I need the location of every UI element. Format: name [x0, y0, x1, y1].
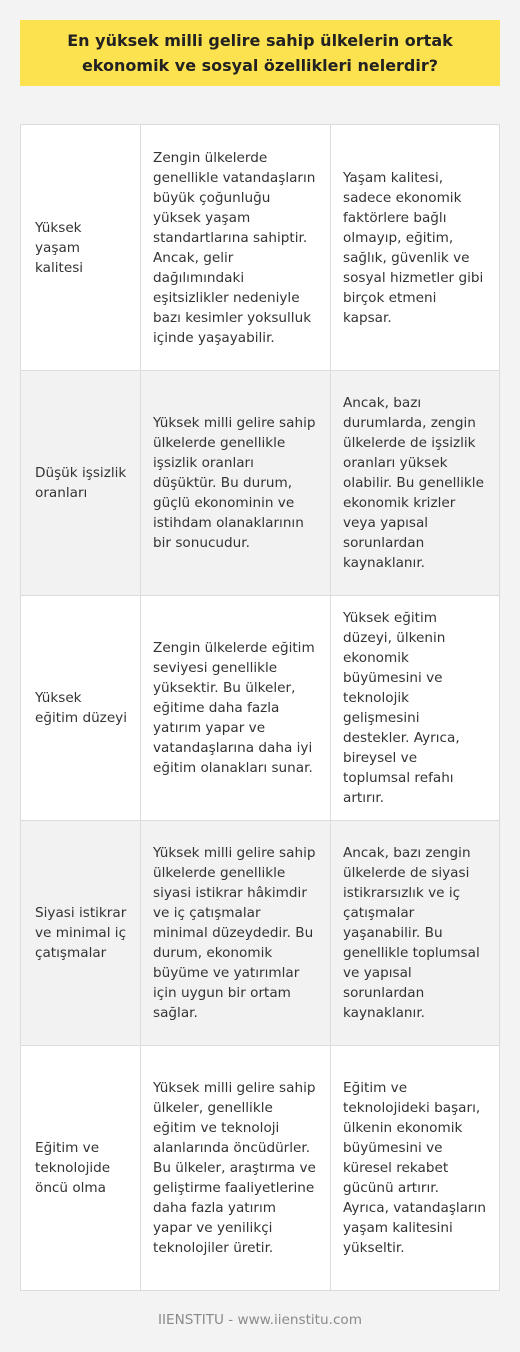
comparison-table [20, 124, 500, 1291]
row-label: Siyasi istikrar ve minimal iç çatışmalar [21, 821, 141, 1045]
row-label: Yüksek eğitim düzeyi [21, 596, 141, 820]
table-row [21, 595, 499, 820]
row-description: Yüksek milli gelire sahip ülkeler, genellikle eğitim ve teknoloji alanlarında öncüdürler. Bu ülkeler, araştırma ve geliştirme faaliyetlerine daha fazla yatırım yapar ve yenilikçi teknolojiler üretir. [141, 1046, 331, 1290]
title-banner [20, 20, 500, 86]
row-description: Zengin ülkelerde genellikle vatandaşların büyük çoğunluğu yüksek yaşam standartlarına sahiptir. Ancak, gelir dağılımındaki eşitsizlikler nedeniyle bazı kesimler yoksulluk içinde yaşayabilir. [141, 125, 331, 370]
row-note: Yüksek eğitim düzeyi, ülkenin ekonomik büyümesini ve teknolojik gelişmesini destekler. Ayrıca, bireysel ve toplumsal refahı artırır. [343, 610, 460, 806]
footer-credit: IIENSTITU - www.iienstitu.com [158, 1312, 362, 1328]
row-note: Yaşam kalitesi, sadece ekonomik faktörlere bağlı olmayıp, eğitim, sağlık, güvenlik ve sosyal hizmetler gibi birçok etmeni kapsar. [343, 169, 484, 326]
table-row [21, 125, 499, 370]
page-title: En yüksek milli gelire sahip ülkelerin ortak ekonomik ve sosyal özellikleri nelerdir? [67, 31, 453, 75]
row-label: Eğitim ve teknolojide öncü olma [21, 1046, 141, 1290]
table-row [21, 370, 499, 595]
row-description: Yüksek milli gelire sahip ülkelerde genellikle işsizlik oranları düşüktür. Bu durum, güçlü ekonominin ve istihdam olanaklarının bir sonucudur. [141, 371, 331, 595]
row-note: Eğitim ve teknolojideki başarı, ülkenin ekonomik büyümesini ve küresel rekabet gücünü artırır. Ayrıca, vatandaşların yaşam kalitesini yükseltir. [343, 1080, 487, 1256]
row-label: Yüksek yaşam kalitesi [21, 125, 141, 370]
row-note: Ancak, bazı durumlarda, zengin ülkelerde de işsizlik oranları yüksek olabilir. Bu genellikle ekonomik krizler veya yapısal sorunlardan kaynaklanır. [343, 395, 484, 571]
row-note: Ancak, bazı zengin ülkelerde de siyasi istikrarsızlık ve iç çatışmalar yaşanabilir. Bu genellikle toplumsal ve yapısal sorunlardan kaynaklanır. [343, 845, 480, 1021]
table-row [21, 820, 499, 1045]
row-label: Düşük işsizlik oranları [21, 371, 141, 595]
row-description: Zengin ülkelerde eğitim seviyesi genellikle yüksektir. Bu ülkeler, eğitime daha fazla yatırım yapar ve vatandaşlarına daha iyi eğitim olanakları sunar. [141, 596, 331, 820]
row-description: Yüksek milli gelire sahip ülkelerde genellikle siyasi istikrar hâkimdir ve iç çatışmalar minimal düzeydedir. Bu durum, ekonomik büyüme ve yatırımlar için uygun bir ortam sağlar. [141, 821, 331, 1045]
table-row [21, 1045, 499, 1290]
